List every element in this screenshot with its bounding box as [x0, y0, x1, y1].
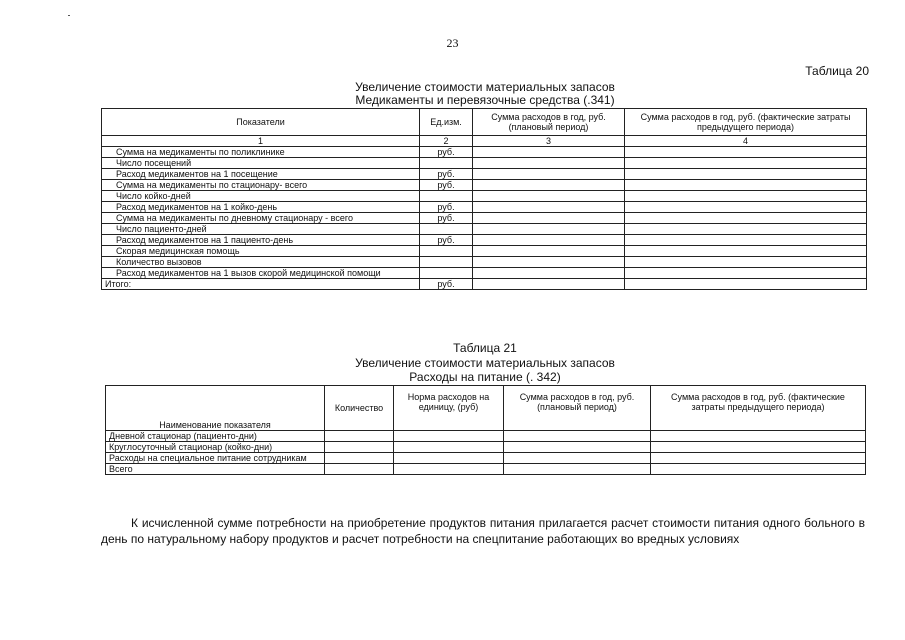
empty-cell [473, 169, 625, 180]
row-unit [420, 224, 473, 235]
empty-cell [625, 257, 867, 268]
empty-cell [625, 191, 867, 202]
row-unit: руб. [420, 147, 473, 158]
empty-cell [473, 246, 625, 257]
empty-cell [651, 431, 866, 442]
table21-header-row [106, 386, 866, 431]
empty-cell [473, 268, 625, 279]
table-row [102, 191, 867, 202]
row-unit: руб. [420, 180, 473, 191]
row-name: Круглосуточный стационар (койко-дни) [106, 442, 325, 453]
table20-subtitle: Медикаменты и перевязочные средства (.341) [355, 93, 615, 107]
empty-cell [473, 202, 625, 213]
empty-cell [625, 158, 867, 169]
row-unit [420, 191, 473, 202]
empty-cell [504, 442, 651, 453]
row-unit [420, 158, 473, 169]
empty-cell [473, 180, 625, 191]
table20-header-row [102, 109, 867, 136]
table-row [102, 147, 867, 158]
table-row [102, 257, 867, 268]
empty-cell [625, 169, 867, 180]
table-row [102, 202, 867, 213]
row-unit [420, 268, 473, 279]
table-row [102, 246, 867, 257]
empty-cell [473, 257, 625, 268]
empty-cell [504, 453, 651, 464]
row-unit: руб. [420, 235, 473, 246]
table20-header: Ед.изм. [420, 109, 473, 136]
empty-cell [504, 464, 651, 475]
empty-cell [625, 147, 867, 158]
empty-cell [394, 453, 504, 464]
table21-header: Количество [325, 386, 394, 431]
row-unit [420, 257, 473, 268]
row-name: Расход медикаментов на 1 посещение [102, 169, 420, 180]
empty-cell [625, 235, 867, 246]
table20-label: Таблица 20 [805, 64, 869, 78]
table-row [106, 431, 866, 442]
table21-header: Норма расходов на единицу, (руб) [394, 386, 504, 431]
table-row [102, 235, 867, 246]
row-name: Сумма на медикаменты по стационару- всего [102, 180, 420, 191]
column-number: 1 [102, 136, 420, 147]
row-name: Количество вызовов [102, 257, 420, 268]
table-row [102, 213, 867, 224]
row-unit: руб. [420, 169, 473, 180]
empty-cell [394, 464, 504, 475]
column-number: 2 [420, 136, 473, 147]
row-name: Всего [106, 464, 325, 475]
scan-mark [68, 15, 70, 16]
empty-cell [504, 431, 651, 442]
table20-header: Показатели [102, 109, 420, 136]
row-unit [420, 246, 473, 257]
table-row [102, 169, 867, 180]
empty-cell [625, 268, 867, 279]
table21-title: Увеличение стоимости материальных запасов [355, 356, 615, 370]
empty-cell [651, 453, 866, 464]
row-name: Сумма на медикаменты по поликлинике [102, 147, 420, 158]
row-name: Расход медикаментов на 1 койко-день [102, 202, 420, 213]
empty-cell [473, 279, 625, 290]
empty-cell [325, 464, 394, 475]
row-name: Сумма на медикаменты по дневному стационару - всего [102, 213, 420, 224]
table-row [102, 268, 867, 279]
empty-cell [473, 191, 625, 202]
empty-cell [394, 442, 504, 453]
total-unit: руб. [420, 279, 473, 290]
empty-cell [651, 442, 866, 453]
table21-label: Таблица 21 [453, 341, 517, 355]
table-row [102, 158, 867, 169]
empty-cell [325, 442, 394, 453]
empty-cell [651, 464, 866, 475]
table20-header: Сумма расходов в год, руб. (плановый период) [473, 109, 625, 136]
empty-cell [473, 213, 625, 224]
table-row [102, 224, 867, 235]
table-total-row [102, 279, 867, 290]
empty-cell [625, 246, 867, 257]
page-number: 23 [446, 36, 459, 50]
empty-cell [473, 224, 625, 235]
table21 [105, 385, 866, 475]
table20-header: Сумма расходов в год, руб. (фактические затраты предыдущего периода) [625, 109, 867, 136]
empty-cell [473, 235, 625, 246]
empty-cell [325, 453, 394, 464]
column-number: 3 [473, 136, 625, 147]
row-unit: руб. [420, 202, 473, 213]
total-label: Итого: [102, 279, 420, 290]
empty-cell [625, 202, 867, 213]
table-row [106, 453, 866, 464]
table21-header: Сумма расходов в год, руб. (фактические затраты предыдущего периода) [651, 386, 866, 431]
row-name: Дневной стационар (пациенто-дни) [106, 431, 325, 442]
table20-column-numbers [102, 136, 867, 147]
empty-cell [625, 224, 867, 235]
empty-cell [473, 147, 625, 158]
row-name: Число пациенто-дней [102, 224, 420, 235]
table21-header: Сумма расходов в год, руб. (плановый период) [504, 386, 651, 431]
row-name: Число посещений [102, 158, 420, 169]
table20 [101, 108, 867, 290]
table21-subtitle: Расходы на питание (. 342) [409, 370, 561, 384]
table-row [106, 442, 866, 453]
row-name: Расходы на специальное питание сотрудникам [106, 453, 325, 464]
empty-cell [394, 431, 504, 442]
empty-cell [625, 279, 867, 290]
column-number: 4 [625, 136, 867, 147]
table21-header: Наименование показателя [106, 386, 325, 431]
empty-cell [325, 431, 394, 442]
row-unit: руб. [420, 213, 473, 224]
table-row [102, 180, 867, 191]
empty-cell [625, 213, 867, 224]
row-name: Расход медикаментов на 1 вызов скорой медицинской помощи [102, 268, 420, 279]
empty-cell [473, 158, 625, 169]
table-total-row [106, 464, 866, 475]
table20-title: Увеличение стоимости материальных запасов [355, 80, 615, 94]
row-name: Скорая медицинская помощь [102, 246, 420, 257]
empty-cell [625, 180, 867, 191]
row-name: Расход медикаментов на 1 пациенто-день [102, 235, 420, 246]
body-paragraph: К исчисленной сумме потребности на приобретение продуктов питания прилагается расчет стоимости питания одного больного в день по натуральному набору продуктов и расчет потребности на спецпитание работающих во вредных условиях [101, 516, 865, 546]
row-name: Число койко-дней [102, 191, 420, 202]
